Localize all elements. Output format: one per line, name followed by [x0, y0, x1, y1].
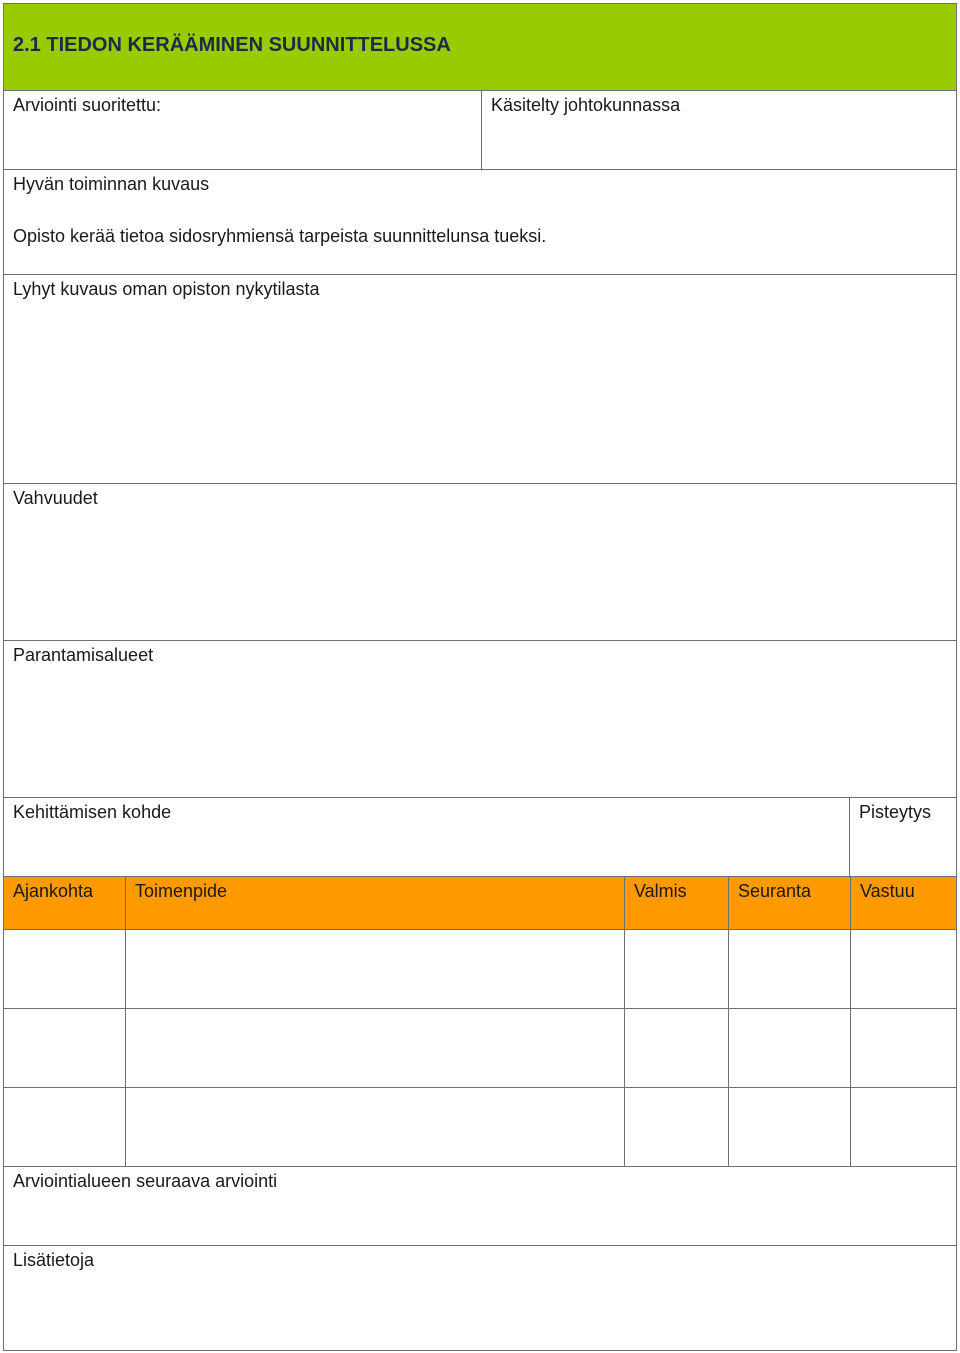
column-header-ready	[624, 877, 728, 929]
table-cell-action[interactable]	[125, 1088, 624, 1166]
current-state-field[interactable]	[4, 275, 956, 484]
board-processed-field[interactable]	[481, 91, 956, 169]
assessment-performed-field[interactable]	[4, 91, 481, 169]
column-header-responsible	[850, 877, 956, 929]
table-cell-timing[interactable]	[4, 1088, 125, 1166]
current-state-label: Lyhyt kuvaus oman opiston nykytilasta	[13, 279, 320, 299]
section-title: 2.1 TIEDON KERÄÄMINEN SUUNNITTELUSSA	[13, 34, 451, 56]
good-practice-text: Opisto kerää tietoa sidosryhmiensä tarpeista suunnittelunsa tueksi.	[13, 226, 547, 246]
action-table-header	[4, 877, 956, 930]
table-cell-responsible[interactable]	[850, 1088, 956, 1166]
column-header-timing	[4, 877, 125, 929]
column-header-followup-label: Seuranta	[738, 881, 812, 901]
table-row	[4, 1088, 956, 1167]
column-header-responsible-label: Vastuu	[860, 881, 915, 901]
table-cell-ready[interactable]	[624, 1088, 728, 1166]
table-cell-followup[interactable]	[728, 1088, 850, 1166]
next-assessment-field[interactable]	[4, 1167, 956, 1246]
column-header-ready-label: Valmis	[634, 881, 687, 901]
table-cell-timing[interactable]	[4, 930, 125, 1008]
additional-info-label: Lisätietoja	[13, 1250, 95, 1270]
table-cell-action[interactable]	[125, 1009, 624, 1087]
good-practice-label: Hyvän toiminnan kuvaus	[13, 174, 210, 194]
development-row	[4, 798, 956, 877]
next-assessment-label: Arviointialueen seuraava arviointi	[13, 1171, 278, 1191]
table-cell-timing[interactable]	[4, 1009, 125, 1087]
table-row	[4, 930, 956, 1009]
additional-info-field[interactable]	[4, 1246, 956, 1350]
table-cell-ready[interactable]	[624, 1009, 728, 1087]
table-cell-responsible[interactable]	[850, 930, 956, 1008]
assessment-row	[4, 91, 956, 170]
table-cell-ready[interactable]	[624, 930, 728, 1008]
development-target-field[interactable]	[4, 798, 849, 876]
table-cell-responsible[interactable]	[850, 1009, 956, 1087]
strengths-label: Vahvuudet	[13, 488, 98, 508]
column-header-action	[125, 877, 624, 929]
column-header-timing-label: Ajankohta	[13, 881, 94, 901]
score-field[interactable]	[849, 798, 956, 876]
column-header-followup	[728, 877, 850, 929]
table-cell-followup[interactable]	[728, 930, 850, 1008]
column-header-action-label: Toimenpide	[135, 881, 228, 901]
improvement-areas-field[interactable]	[4, 641, 956, 798]
table-row	[4, 1009, 956, 1088]
strengths-field[interactable]	[4, 484, 956, 641]
improvement-areas-label: Parantamisalueet	[13, 645, 154, 665]
section-title-bar	[4, 4, 956, 91]
table-cell-followup[interactable]	[728, 1009, 850, 1087]
table-cell-action[interactable]	[125, 930, 624, 1008]
board-processed-label: Käsitelty johtokunnassa	[491, 95, 681, 115]
evaluation-form	[3, 3, 957, 1351]
good-practice-row	[4, 170, 956, 275]
score-label: Pisteytys	[859, 802, 932, 822]
assessment-performed-label: Arviointi suoritettu:	[13, 95, 162, 115]
development-target-label: Kehittämisen kohde	[13, 802, 172, 822]
